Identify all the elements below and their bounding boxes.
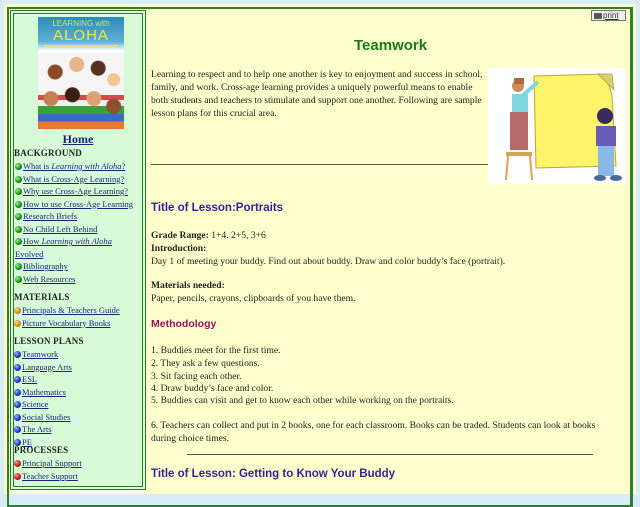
orange-bullet-icon	[14, 307, 21, 314]
section-heading: MATERIALS	[14, 292, 70, 302]
link-text: Social Studies	[22, 411, 71, 422]
cover-title-line2: ALOHA	[53, 27, 109, 44]
blue-bullet-icon	[14, 351, 21, 358]
materials-label	[151, 279, 225, 292]
sidebar-item-web-resources[interactable]	[14, 273, 148, 286]
print-button[interactable]	[591, 10, 626, 21]
sidebar-item-bibliography[interactable]	[14, 260, 148, 273]
green-bullet-icon	[15, 238, 22, 245]
section-heading: BACKGROUND	[14, 148, 83, 158]
introduction-label	[151, 242, 206, 255]
sidebar-item-what-is-cross-age-learning[interactable]	[14, 173, 148, 186]
link-text: Why use Cross-Age Learning?	[23, 186, 129, 196]
link-text: What is	[23, 161, 52, 171]
materials-text: Paper, pencils, crayons, clipboards of you have them.	[151, 293, 356, 304]
link-text: Web Resources	[23, 273, 76, 284]
cover-subtitle	[44, 45, 118, 47]
link-text: ?	[121, 161, 126, 171]
methodology-step: 1. Buddies meet for the first time.	[151, 345, 281, 356]
sidebar-item-principal-support[interactable]	[14, 457, 148, 470]
link-text: Mathematics	[22, 386, 66, 397]
green-bullet-icon	[15, 226, 22, 233]
link-text-wrap: Evolved	[15, 248, 44, 259]
link-text: Research Briefs	[23, 211, 78, 221]
blue-bullet-icon	[14, 414, 21, 421]
grade-range-label: Grade Range:	[151, 230, 209, 241]
grade-range-value: 1+4. 2+5, 3+6	[208, 230, 266, 241]
sidebar-item-no-child-left-behind[interactable]	[14, 223, 148, 236]
sidebar-item-how-learning-with-aloha-evolved[interactable]	[14, 235, 148, 260]
link-text: Language Arts	[22, 361, 72, 372]
link-text: Picture Vocabulary Books	[22, 317, 111, 328]
link-text: What is Cross-Age Learning?	[23, 173, 125, 184]
red-bullet-icon	[14, 473, 21, 480]
children-poster-icon	[488, 68, 626, 184]
sidebar-item-why-use-cross-age-learning[interactable]	[14, 185, 148, 198]
home-link[interactable]: Home	[62, 132, 94, 146]
sidebar-item-research-briefs[interactable]	[14, 210, 148, 223]
orange-bullet-icon	[14, 320, 21, 327]
printer-icon	[594, 13, 602, 19]
section-heading: PROCESSES	[14, 445, 69, 455]
cover-illustration	[38, 53, 124, 129]
green-bullet-icon	[15, 213, 22, 220]
sidebar-item-picture-vocabulary-books[interactable]	[14, 317, 148, 330]
green-bullet-icon	[15, 263, 22, 270]
sidebar-item-teamwork[interactable]	[14, 348, 148, 361]
section-heading: LESSON PLANS	[14, 336, 84, 346]
link-text-italic: Learning with Aloha	[51, 161, 122, 171]
sidebar-section-lesson-plans	[14, 336, 148, 448]
green-bullet-icon	[15, 276, 22, 283]
sidebar-item-esl[interactable]	[14, 373, 148, 386]
blue-bullet-icon	[14, 426, 21, 433]
sidebar-item-what-is-learning-with-aloha[interactable]	[14, 160, 148, 173]
grade-range	[151, 229, 266, 242]
cover-title-line1: LEARNING with	[52, 19, 110, 28]
methodology-step: 5. Buddies can visit and get to know each other while working on the portraits.	[151, 395, 454, 406]
sidebar-item-mathematics[interactable]	[14, 386, 148, 399]
sidebar-section-materials	[14, 292, 148, 329]
blue-bullet-icon	[14, 364, 21, 371]
sidebar-item-science[interactable]	[14, 398, 148, 411]
materials-heading: Materials needed:	[151, 280, 225, 291]
sidebar-item-language-arts[interactable]	[14, 361, 148, 374]
link-text: Bibliography	[23, 261, 68, 271]
green-bullet-icon	[15, 188, 22, 195]
green-bullet-icon	[15, 163, 22, 170]
sidebar-item-the-arts[interactable]	[14, 423, 148, 436]
green-bullet-icon	[15, 201, 22, 208]
introduction-text: Day 1 of meeting your buddy. Find out about buddy. Draw and color buddy’s face (portrait).	[151, 256, 506, 267]
sidebar-item-teacher-support[interactable]	[14, 470, 148, 483]
green-bullet-icon	[15, 176, 22, 183]
link-text: The Arts	[22, 424, 52, 434]
methodology-step: 2. They ask a few questions.	[151, 358, 260, 369]
sidebar-item-principals-teachers-guide[interactable]	[14, 304, 148, 317]
link-text: PE	[22, 436, 32, 447]
methodology-step: 4. Draw buddy’s face and color.	[151, 383, 274, 394]
intro-paragraph: Learning to respect and to help one another is key to enjoyment and success in school, family, and work. Cross-age learning provides a uniquely powerful means to enable both students and teachers to stimulate and support one another. Following are sample lesson plans for this crucial area.	[151, 69, 483, 119]
link-text: Teacher Support	[22, 470, 78, 481]
divider-line	[187, 454, 593, 455]
methodology-step: 3. Sit facing each other.	[151, 371, 242, 382]
link-text: Principals & Teachers Guide	[22, 305, 120, 315]
print-label: print	[603, 11, 619, 20]
sidebar-section-processes	[14, 445, 148, 482]
divider-line	[151, 164, 488, 165]
blue-bullet-icon	[14, 376, 21, 383]
sidebar-item-social-studies[interactable]	[14, 411, 148, 424]
link-text-italic: Learning with Aloha	[41, 236, 112, 246]
sidebar-item-how-to-use-cross-age-learning[interactable]	[14, 198, 148, 211]
link-text: Teamwork	[22, 349, 59, 359]
methodology-heading: Methodology	[151, 318, 217, 330]
link-text: How to use Cross-Age Learning	[23, 198, 134, 209]
sidebar-nav	[10, 10, 146, 490]
link-text: How	[23, 236, 42, 246]
lesson-title-getting-to-know-your-buddy: Title of Lesson: Getting to Know Your Buddy	[151, 468, 396, 480]
page-title: Teamwork	[354, 37, 428, 54]
teamwork-illustration	[488, 68, 626, 184]
link-text: No Child Left Behind	[23, 223, 98, 234]
blue-bullet-icon	[14, 389, 21, 396]
introduction-heading: Introduction:	[151, 243, 207, 254]
sidebar-section-background	[14, 148, 148, 285]
link-text: Science	[22, 399, 49, 409]
book-cover-image[interactable]	[38, 17, 124, 129]
methodology-note: 6. Teachers can collect and put in 2 books, one for each classroom. Books can be traded. Students can look at books during choice times.	[151, 420, 596, 444]
red-bullet-icon	[14, 460, 21, 467]
link-text: Principal Support	[22, 458, 82, 468]
link-text: ESL	[22, 374, 38, 384]
lesson-title-portraits: Title of Lesson:Portraits	[151, 202, 284, 214]
blue-bullet-icon	[14, 401, 21, 408]
